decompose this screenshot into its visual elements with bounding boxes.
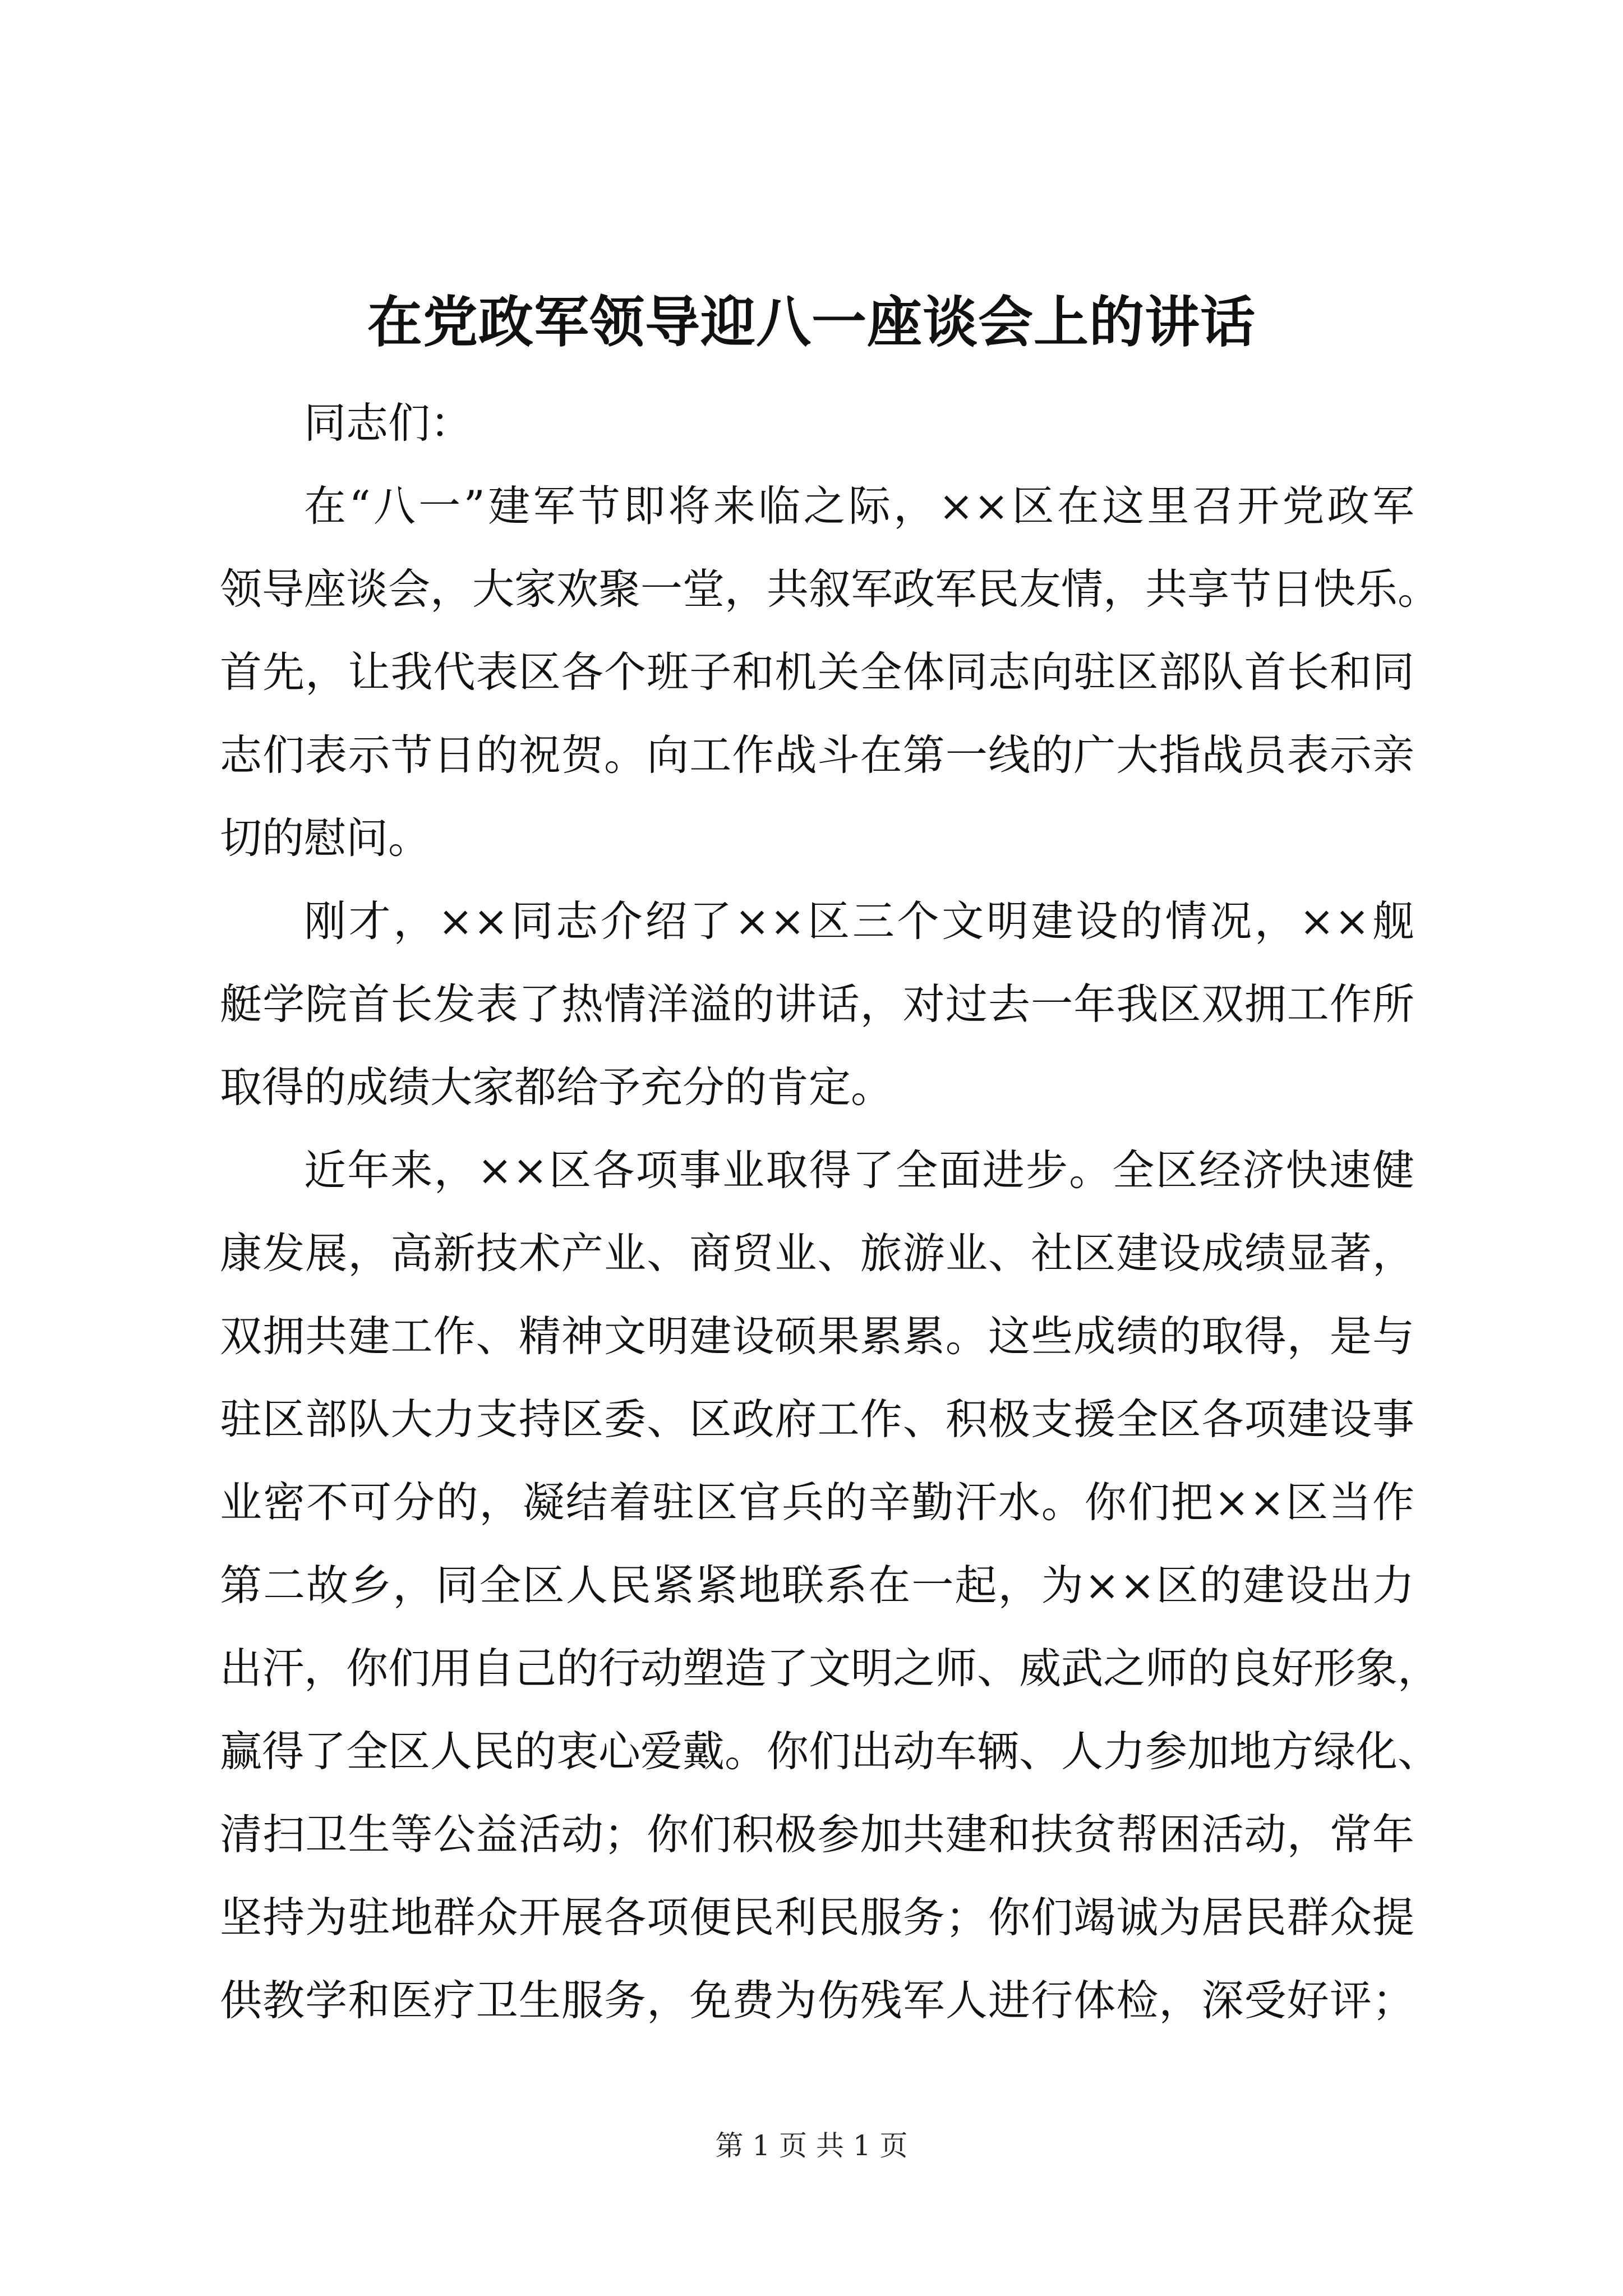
document-body [220,381,1440,2042]
text-line: 第二故乡，同全区人民紧紧地联系在一起，为××区的建设出力 [220,1561,1414,1610]
text-line: 双拥共建工作、精神文明建设硕果累累。这些成绩的取得，是与 [220,1312,1414,1361]
text-line: 同志们： [304,398,473,448]
text-line: 首先，让我代表区各个班子和机关全体同志向驻区部队首长和同 [220,647,1414,697]
page-number-footer: 第 1 页 共 1 页 [715,2129,908,2162]
paragraph-introduction [220,880,1414,1129]
paragraph-opening [220,464,1440,880]
text-line: 近年来，××区各项事业取得了全面进步。全区经济快速健 [304,1145,1414,1195]
paragraph-salutation [220,381,1414,464]
text-line: 赢得了全区人民的衷心爱戴。你们出动车辆、人力参加地方绿化、 [220,1727,1440,1776]
text-line: 清扫卫生等公益活动；你们积极参加共建和扶贫帮困活动，常年 [220,1810,1414,1859]
text-line: 业密不可分的，凝结着驻区官兵的辛勤汗水。你们把××区当作 [220,1478,1414,1527]
text-line: 在“八一”建军节即将来临之际，××区在这里召开党政军 [304,481,1414,531]
text-line: 志们表示节日的祝贺。向工作战斗在第一线的广大指战员表示亲 [220,730,1414,780]
text-line: 艇学院首长发表了热情洋溢的讲话，对过去一年我区双拥工作所 [220,979,1414,1029]
document-title: 在党政军领导迎八一座谈会上的讲话 [367,290,1256,355]
text-line: 刚才，××同志介绍了××区三个文明建设的情况，××舰 [304,896,1414,946]
text-line: 取得的成绩大家都给予充分的肯定。 [220,1062,893,1112]
text-line: 供教学和医疗卫生服务，免费为伤残军人进行体检，深受好评； [220,1976,1414,2025]
paragraph-achievements [220,1129,1440,2042]
text-line: 康发展，高新技术产业、商贸业、旅游业、社区建设成绩显著， [220,1228,1414,1278]
text-line: 切的慰问。 [220,813,431,863]
text-line: 出汗，你们用自己的行动塑造了文明之师、威武之师的良好形象， [220,1644,1440,1693]
text-line: 驻区部队大力支持区委、区政府工作、积极支援全区各项建设事 [220,1395,1414,1444]
text-line: 领导座谈会，大家欢聚一堂，共叙军政军民友情，共享节日快乐。 [220,564,1440,614]
text-line: 坚持为驻地群众开展各项便民利民服务；你们竭诚为居民群众提 [220,1893,1414,1942]
